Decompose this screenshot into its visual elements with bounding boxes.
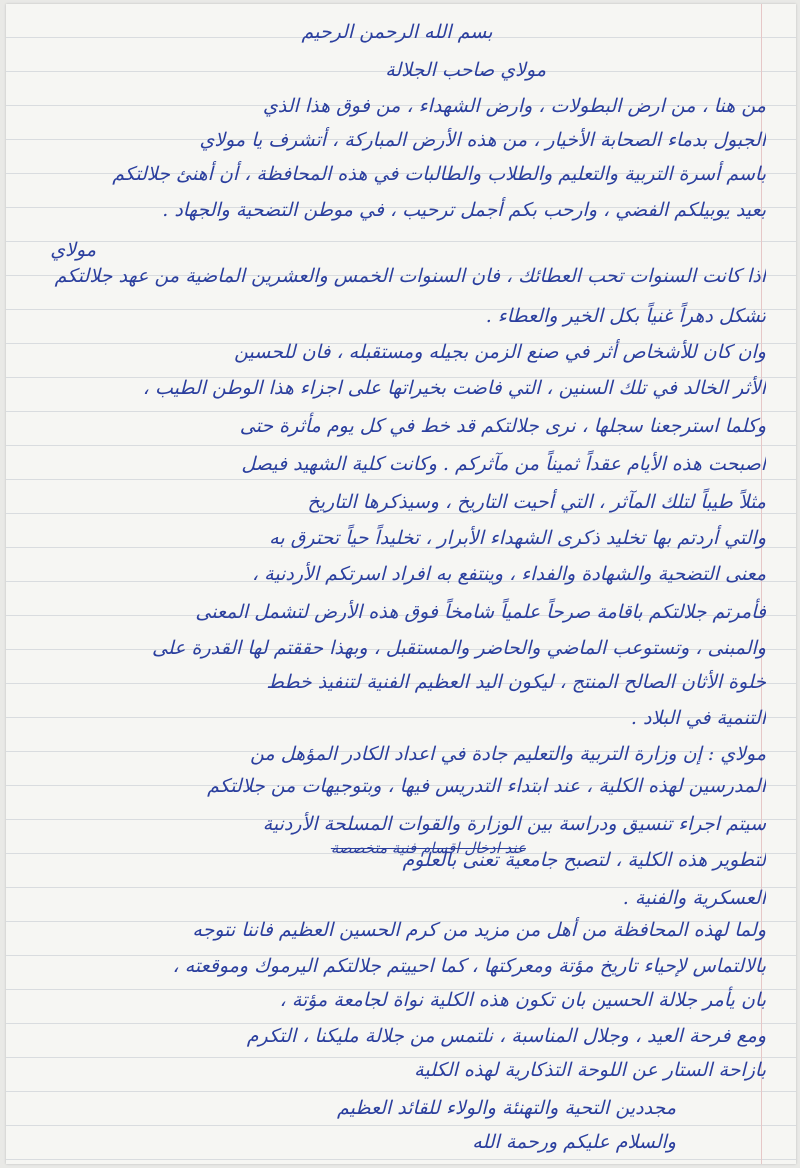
letter-line: الجبول بدماء الصحابة الأخيار ، من هذه الأرض المباركة ، أتشرف يا مولاي (199, 129, 766, 151)
letter-line: اصبحت هذه الأيام عقداً ثميناً من مآثركم . وكانت كلية الشهيد فيصل (241, 453, 766, 475)
letter-line: فأمرتم جلالتكم باقامة صرحاً علمياً شامخاً فوق هذه الأرض لتشمل المعنى (195, 601, 766, 623)
letter-line: معنى التضحية والشهادة والفداء ، وينتفع به افراد اسرتكم الأردنية ، (251, 563, 766, 585)
letter-line: اذا كانت السنوات تحب العطائك ، فان السنوات الخمس والعشرين الماضية من عهد جلالتكم (54, 265, 766, 287)
letter-line: وان كان للأشخاص أثر في صنع الزمن بجيله ومستقبله ، فان للحسين (234, 341, 766, 363)
letter-paper (6, 4, 796, 1164)
letter-line: مولاي (50, 239, 96, 261)
handwritten-letter (6, 4, 796, 1164)
letter-line: والمبنى ، وتستوعب الماضي والحاضر والمستقبل ، وبهذا حققتم لها القدرة على (152, 637, 766, 659)
letter-line: بان يأمر جلالة الحسين بان تكون هذه الكلية نواة لجامعة مؤتة ، (279, 989, 766, 1011)
letter-line: لتطوير هذه الكلية ، لتصبح جامعية تعنى بالعلوم (402, 849, 766, 871)
letter-line: بازاحة الستار عن اللوحة التذكارية لهذه الكلية (414, 1059, 766, 1081)
letter-line: العسكرية والفنية . (622, 887, 766, 909)
letter-line: والسلام عليكم ورحمة الله (472, 1131, 676, 1153)
letter-line: بالالتماس لإحياء تاريخ مؤتة ومعركتها ، كما احييتم جلالتكم اليرموك وموقعته ، (172, 955, 766, 977)
letter-line: بعيد يوبيلكم الفضي ، وارحب بكم أجمل ترحيب ، في موطن التضحية والجهاد . (162, 199, 766, 221)
letter-line: سيتم اجراء تنسيق ودراسة بين الوزارة والقوات المسلحة الأردنية (262, 813, 766, 835)
salutation: مولاي صاحب الجلالة (385, 59, 546, 81)
letter-line: من هنا ، من ارض البطولات ، وارض الشهداء ، من فوق هذا الذي (262, 95, 766, 117)
letter-line: وكلما استرجعنا سجلها ، نرى جلالتكم قد خط في كل يوم مأثرة حتى (239, 415, 766, 437)
letter-line: تشكل دهراً غنياً بكل الخير والعطاء . (485, 305, 766, 327)
letter-line: التنمية في البلاد . (630, 707, 766, 729)
letter-line: المدرسين لهذه الكلية ، عند ابتداء التدريس فيها ، وبتوجيهات من جلالتكم (207, 775, 766, 797)
struck-out-text: عند ادخال اقسام فنية متخصصة (330, 839, 526, 857)
letter-line: مولاي : إن وزارة التربية والتعليم جادة في اعداد الكادر المؤهل من (250, 743, 766, 765)
letter-line: مثلاً طيباً لتلك المآثر ، التي أحيت التاريخ ، وسيذكرها التاريخ (307, 491, 766, 513)
letter-line: باسم أسرة التربية والتعليم والطلاب والطالبات في هذه المحافظة ، أن أهنئ جلالتكم (112, 163, 766, 185)
basmala: بسم الله الرحمن الرحيم (301, 21, 493, 43)
letter-line: ولما لهذه المحافظة من أهل من مزيد من كرم الحسين العظيم فاننا نتوجه (192, 919, 766, 941)
letter-line: الأثر الخالد في تلك السنين ، التي فاضت بخيراتها على اجزاء هذا الوطن الطيب ، (142, 377, 766, 399)
letter-line: والتي أردتم بها تخليد ذكرى الشهداء الأبرار ، تخليداً حياً تحترق به (269, 527, 766, 549)
letter-line: ومع فرحة العيد ، وجلال المناسبة ، نلتمس من جلالة مليكنا ، التكرم (246, 1025, 766, 1047)
letter-line: خلوة الأثان الصالح المنتج ، ليكون اليد العظيم الفنية لتنفيذ خطط (266, 671, 766, 693)
letter-line: مجددين التحية والتهنئة والولاء للقائد العظيم (337, 1097, 676, 1119)
